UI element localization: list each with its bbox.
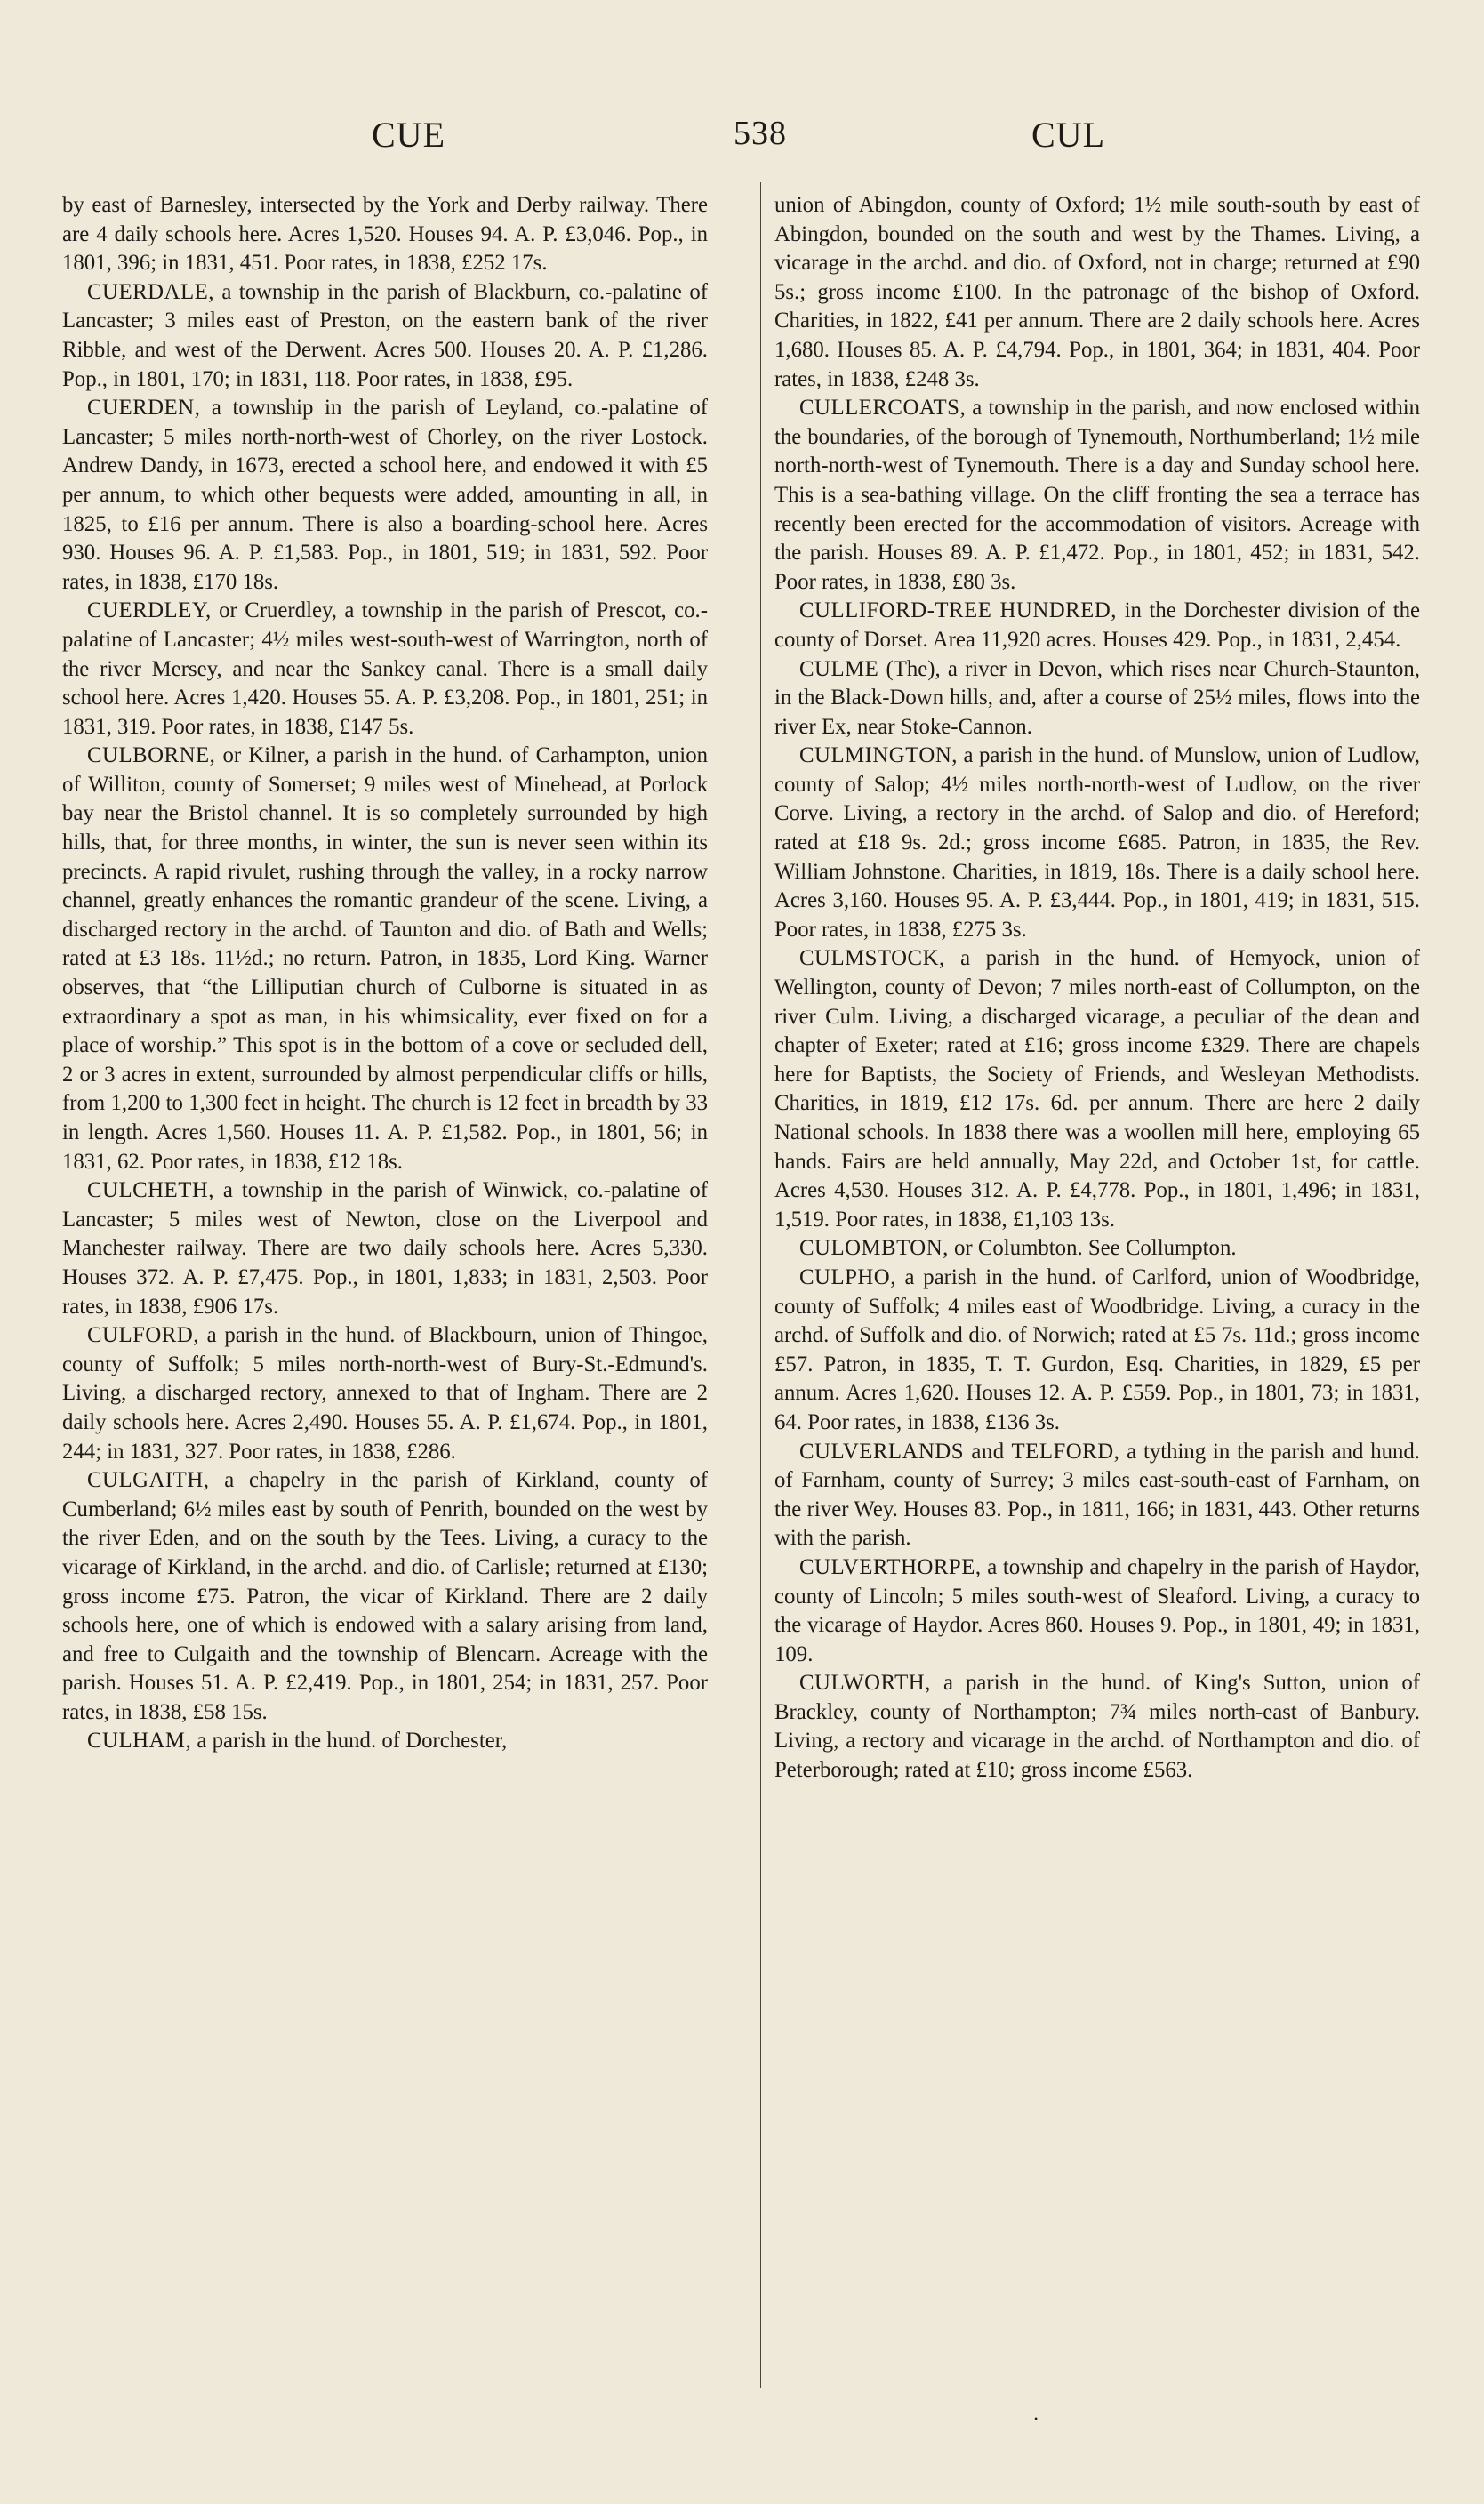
entry-text: (The), a river in Devon, which rises near Church-Staunton, in the Black-Down hills, and, after a course of 25½ miles, flows into the river Ex, near Stoke-Cannon. (774, 656, 1420, 739)
entry (774, 944, 1420, 1234)
entry (62, 191, 708, 278)
page-number: 538 (734, 115, 787, 152)
entry (62, 1321, 708, 1466)
entry-text: a parish in the hund. of Dorchester, (197, 1729, 508, 1754)
entry-text: a township in the parish of Leyland, co.-palatine of Lancaster; 5 miles north-north-west of Chorley, on the river Lostock. Andrew Dandy, in 1673, erected a school here, and endowed it with £5 per annum, to which other bequests were added, amounting in all, in 1825, to £16 per annum. There is also a boarding-school here. Acres 930. Houses 96. A. P. £1,583. Pop., in 1801, 519; in 1831, 592. Poor rates, in 1838, £170 18s. (62, 396, 708, 594)
header-left-word: CUE (372, 115, 445, 155)
entry-text: or Cruerdley, a township in the parish of Prescot, co.-palatine of Lancaster; 4½ miles west-south-west of Warrington, north of the river Mersey, and near the Sankey canal. There is a small daily school here. Acres 1,420. Houses 55. A. P. £3,208. Pop., in 1801, 251; in 1831, 319. Poor rates, in 1838, £147 5s. (62, 598, 708, 739)
entry-text: a parish in the hund. of Munslow, union of Ludlow, county of Salop; 4½ miles north-north-west of Ludlow, on the river Corve. Living, a rectory in the archd. of Salop and dio. of Hereford; rated at £18 9s. 2d.; gross income £685. Patron, in 1835, the Rev. William Johnstone. Charities, in 1819, 18s. There is a daily school here. Acres 3,160. Houses 95. A. P. £3,444. Pop., in 1801, 419; in 1831, 515. Poor rates, in 1838, £275 3s. (774, 743, 1420, 942)
header-right-word: CUL (1031, 115, 1105, 155)
entry-text: a township in the parish of Winwick, co.-palatine of Lancaster; 5 miles west of Newton, close on the Liverpool and Manchester railway. There are two daily schools here. Acres 5,330. Houses 372. A. P. £7,475. Pop., in 1801, 1,833; in 1831, 2,503. Poor rates, in 1838, £906 17s. (62, 1178, 708, 1319)
entry-headword: CULLERCOATS, (799, 396, 967, 421)
entry (62, 278, 708, 394)
entry-headword: CULMSTOCK, (799, 946, 945, 971)
running-header (0, 114, 1484, 167)
left-column (62, 191, 708, 1756)
entry-text: or Kilner, a parish in the hund. of Carhampton, union of Williton, county of Somerset; 9 miles west of Minehead, at Porlock bay near the Bristol channel. It is so completely surrounded by high hills, that, for three months, in winter, the sun is never seen within its precincts. A rapid rivulet, rushing through the valley, in a rocky narrow channel, greatly enhances the romantic grandeur of the scene. Living, a discharged rectory in the archd. of Taunton and dio. of Bath and Wells; rated at £3 18s. 11½d.; no return. Patron, in 1835, Lord King. Warner observes, that “the Lilliputian church of Culborne is situated in as extraordinary a spot as man, in his whimsicality, ever fixed on for a place of worship.” This spot is in the bottom of a cove or secluded dell, 2 or 3 acres in extent, surrounded by almost perpendicular cliffs or hills, from 1,200 to 1,300 feet in height. The church is 12 feet in breadth by 33 in length. Acres 1,560. Houses 11. A. P. £1,582. Pop., in 1801, 56; in 1831, 62. Poor rates, in 1838, £12 18s. (62, 743, 708, 1174)
entry-headword: CULVERLANDS and TELFORD, (799, 1439, 1120, 1464)
entry-headword: CUERDEN, (87, 396, 201, 421)
entry (774, 742, 1420, 944)
entry (62, 742, 708, 1176)
footer-mark: • (1034, 2412, 1039, 2425)
entry-text: a township in the parish of Blackburn, co.-palatine of Lancaster; 3 miles east of Preston, on the eastern bank of the river Ribble, and west of the Derwent. Acres 500. Houses 20. A. P. £1,286. Pop., in 1801, 170; in 1831, 118. Poor rates, in 1838, £95. (62, 279, 708, 391)
entry (774, 1438, 1420, 1553)
entry-headword: CULME (799, 656, 879, 681)
entry-text: by east of Barnesley, intersected by the York and Derby railway. There are 4 daily schools here. Acres 1,520. Houses 94. A. P. £3,046. Pop., in 1801, 396; in 1831, 451. Poor rates, in 1838, £252 17s. (62, 193, 708, 276)
entry-headword: CULHAM, (87, 1729, 192, 1754)
entry-text: union of Abingdon, county of Oxford; 1½ mile south-south by east of Abingdon, bounded on the south and west by the Thames. Living, a vicarage in the archd. and dio. of Oxford, not in charge; returned at £90 5s.; gross income £100. In the patronage of the bishop of Oxford. Charities, in 1822, £41 per annum. There are 2 daily schools here. Acres 1,680. Houses 85. A. P. £4,794. Pop., in 1801, 364; in 1831, 404. Poor rates, in 1838, £248 3s. (774, 193, 1420, 391)
entry (62, 1176, 708, 1321)
entry (774, 597, 1420, 654)
entry-text: a parish in the hund. of Blackbourn, union of Thingoe, county of Suffolk; 5 miles north-north-west of Bury-St.-Edmund's. Living, a discharged rectory, annexed to that of Ingham. There are 2 daily schools here. Acres 2,490. Houses 55. A. P. £1,674. Pop., in 1801, 244; in 1831, 327. Poor rates, in 1838, £286. (62, 1323, 708, 1464)
entry-headword: CULGAITH, (87, 1468, 210, 1493)
entry-text: in the Dorchester division of the county of Dorset. Area 11,920 acres. Houses 429. Pop., in 1831, 2,454. (774, 598, 1420, 652)
right-column (774, 191, 1420, 1786)
entry (774, 655, 1420, 742)
entry-headword: CULFORD, (87, 1323, 199, 1348)
entry-text: or Columbton. See Collumpton. (954, 1236, 1237, 1261)
entry-text: a chapelry in the parish of Kirkland, county of Cumberland; 6½ miles east by south of Penrith, bounded on the west by the river Eden, and on the south by the Tees. Living, a curacy to the vicarage of Kirkland, in the archd. and dio. of Carlisle; returned at £130; gross income £75. Patron, the vicar of Kirkland. There are 2 daily schools here, one of which is endowed with a salary arising from land, and free to Culgaith and the township of Blencarn. Acreage with the parish. Houses 51. A. P. £2,419. Pop., in 1801, 254; in 1831, 257. Poor rates, in 1838, £58 15s. (62, 1468, 708, 1724)
entry-headword: CULOMBTON, (799, 1236, 949, 1261)
entry (62, 394, 708, 597)
entry-headword: CUERDALE, (87, 279, 214, 304)
entry (774, 1264, 1420, 1438)
entry-text: a tything in the parish and hund. of Farnham, county of Surrey; 3 miles east-south-east of Farnham, on the river Wey. Houses 83. Pop., in 1811, 166; in 1831, 443. Other returns with the parish. (774, 1439, 1420, 1551)
entry-headword: CULVERTHORPE, (799, 1554, 982, 1579)
entry-text: a parish in the hund. of Hemyock, union of Wellington, county of Devon; 7 miles north-east of Collumpton, on the river Culm. Living, a discharged vicarage, a peculiar of the dean and chapter of Exeter; rated at £16; gross income £329. There are chapels here for Baptists, the Society of Friends, and Wesleyan Methodists. Charities, in 1819, £12 17s. 6d. per annum. There are here 2 daily National schools. In 1838 there was a woollen mill here, employing 65 hands. Fairs are held annually, May 22d, and October 1st, for cattle. Acres 4,530. Houses 312. A. P. £4,778. Pop., in 1801, 1,496; in 1831, 1,519. Poor rates, in 1838, £1,103 13s. (774, 946, 1420, 1232)
entry-headword: CULWORTH, (799, 1671, 931, 1696)
entry-headword: CUERDLEY, (87, 598, 212, 623)
entry-headword: CULCHETH, (87, 1178, 214, 1203)
entry (774, 1553, 1420, 1669)
entry-text: a township in the parish, and now enclosed within the boundaries, of the borough of Tynemouth, Northumberland; 1½ mile north-north-west of Tynemouth. There is a day and Sunday school here. This is a sea-bathing village. On the cliff fronting the sea a terrace has recently been erected for the accommodation of visitors. Acreage with the parish. Houses 89. A. P. £1,472. Pop., in 1801, 452; in 1831, 542. Poor rates, in 1838, £80 3s. (774, 396, 1421, 594)
entry-headword: CULBORNE, (87, 743, 216, 768)
entry (774, 394, 1420, 597)
entry (62, 597, 708, 742)
entry-headword: CULLIFORD-TREE HUNDRED, (799, 598, 1117, 623)
entry-text: a parish in the hund. of King's Sutton, union of Brackley, county of Northampton; 7¾ miles north-east of Banbury. Living, a rectory and vicarage in the archd. of Northampton and dio. of Peterborough; rated at £10; gross income £563. (774, 1671, 1421, 1783)
entry (774, 1234, 1420, 1264)
entry-text: a parish in the hund. of Carlford, union of Woodbridge, county of Suffolk; 4 miles east of Woodbridge. Living, a curacy in the archd. of Suffolk and dio. of Norwich; rated at £5 7s. 11d.; gross income £57. Patron, in 1835, T. T. Gurdon, Esq. Charities, in 1829, £5 per annum. Acres 1,620. Houses 12. A. P. £559. Pop., in 1801, 73; in 1831, 64. Poor rates, in 1838, £136 3s. (774, 1264, 1420, 1434)
entry (774, 191, 1420, 394)
entry (62, 1727, 708, 1756)
entry (774, 1669, 1420, 1785)
entry (62, 1466, 708, 1727)
entry-headword: CULPHO, (799, 1264, 896, 1289)
entry-text: a township and chapelry in the parish of Haydor, county of Lincoln; 5 miles south-west of Sleaford. Living, a curacy to the vicarage of Haydor. Acres 860. Houses 9. Pop., in 1801, 49; in 1831, 109. (774, 1554, 1421, 1666)
column-divider (760, 182, 761, 2388)
entry-headword: CULMINGTON, (799, 743, 958, 768)
